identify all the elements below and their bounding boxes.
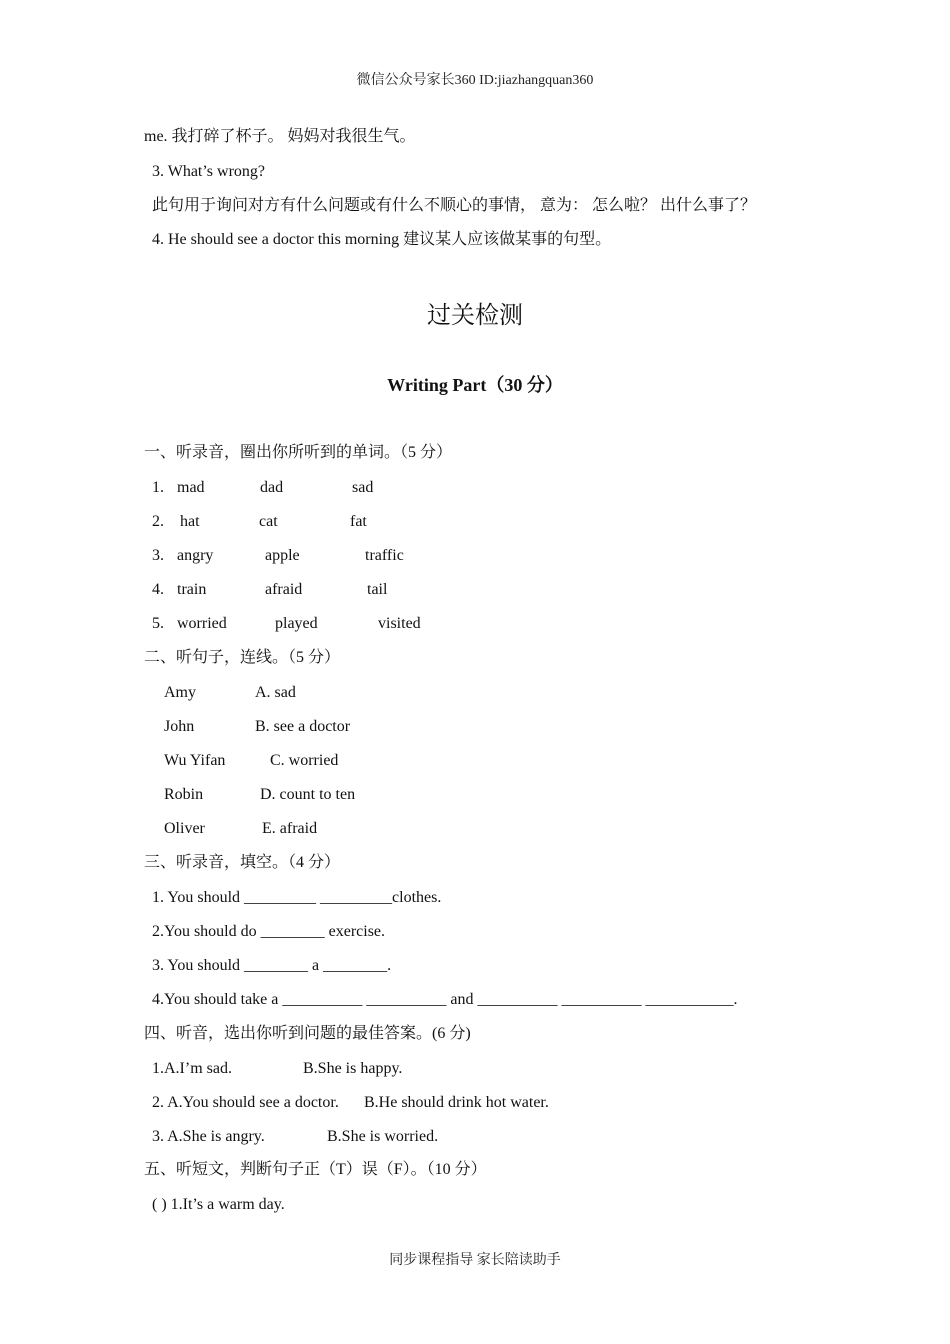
intro-line-3: 此句用于询问对方有什么问题或有什么不顺心的事情， 意为： 怎么啦？ 出什么事了？ xyxy=(152,197,757,214)
match-option: A. sad xyxy=(255,684,296,701)
match-option: E. afraid xyxy=(262,820,318,837)
section-subtitle: Writing Part（30 分） xyxy=(387,375,563,395)
word-option: tail xyxy=(367,581,388,598)
page-title: 过关检测 xyxy=(427,303,523,329)
match-option: B. see a doctor xyxy=(255,718,351,735)
word-option: train xyxy=(177,581,207,598)
match-name: Amy xyxy=(164,684,196,701)
fill-blank-item: 2.You should do ________ exercise. xyxy=(152,923,386,940)
section4-heading: 四、听音，选出你听到问题的最佳答案。(6 分) xyxy=(144,1025,471,1042)
word-option: mad xyxy=(177,479,205,496)
answer-option-a: 2. A.You should see a doctor. xyxy=(152,1094,339,1111)
intro-line-1: me. 我打碎了杯子。 妈妈对我很生气。 xyxy=(144,128,416,145)
intro-line-2: 3. What’s wrong? xyxy=(152,163,266,180)
word-option: played xyxy=(275,615,318,632)
page-header: 微信公众号家长360 ID:jiazhangquan360 xyxy=(356,73,594,88)
word-option: fat xyxy=(350,513,367,530)
word-option: dad xyxy=(260,479,284,496)
answer-option-a: 1.A.I’m sad. xyxy=(152,1060,232,1077)
word-option: traffic xyxy=(365,547,404,564)
answer-option-b: B.He should drink hot water. xyxy=(364,1094,549,1111)
section1-heading: 一、听录音，圈出你所听到的单词。（5 分） xyxy=(144,444,453,461)
match-name: John xyxy=(164,718,195,735)
answer-option-b: B.She is worried. xyxy=(327,1128,439,1145)
word-option: angry xyxy=(177,547,214,564)
list-item-number: 2. xyxy=(152,513,164,530)
word-option: worried xyxy=(177,615,227,632)
section3-heading: 三、听录音，填空。（4 分） xyxy=(144,854,341,871)
answer-option-b: B.She is happy. xyxy=(303,1060,403,1077)
list-item-number: 4. xyxy=(152,581,164,598)
word-option: afraid xyxy=(265,581,303,598)
word-option: hat xyxy=(180,513,200,530)
match-name: Oliver xyxy=(164,820,205,837)
section5-heading: 五、听短文，判断句子正（T）误（F）。（10 分） xyxy=(144,1161,487,1178)
match-name: Wu Yifan xyxy=(164,752,226,769)
fill-blank-item: 1. You should _________ _________clothes. xyxy=(152,889,442,906)
list-item-number: 5. xyxy=(152,615,164,632)
answer-option-a: 3. A.She is angry. xyxy=(152,1128,265,1145)
section2-heading: 二、听句子，连线。（5 分） xyxy=(144,649,341,666)
page-footer: 同步课程指导 家长陪读助手 xyxy=(389,1253,561,1268)
match-name: Robin xyxy=(164,786,204,803)
match-option: C. worried xyxy=(270,752,339,769)
fill-blank-item: 3. You should ________ a ________. xyxy=(152,957,392,974)
list-item-number: 1. xyxy=(152,479,164,496)
fill-blank-item: 4.You should take a __________ __________ and __________ __________ ___________. xyxy=(152,991,738,1008)
intro-line-4: 4. He should see a doctor this morning 建议某人应该做某事的句型。 xyxy=(152,231,612,248)
true-false-item: ( ) 1.It’s a warm day. xyxy=(152,1196,285,1213)
word-option: cat xyxy=(259,513,278,530)
match-option: D. count to ten xyxy=(260,786,356,803)
word-option: apple xyxy=(265,547,300,564)
word-option: visited xyxy=(378,615,421,632)
list-item-number: 3. xyxy=(152,547,164,564)
word-option: sad xyxy=(352,479,374,496)
